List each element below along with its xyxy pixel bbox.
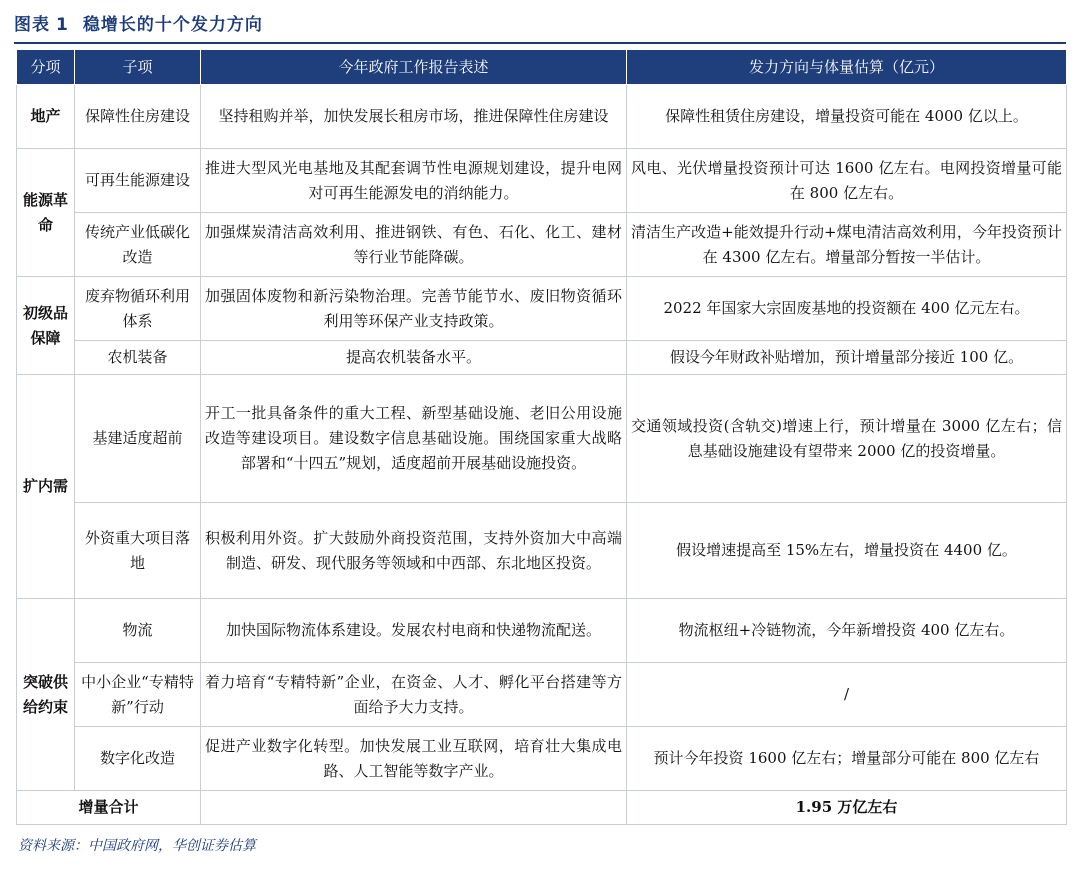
estimate-cell: / bbox=[627, 663, 1067, 727]
report-text-cell: 着力培育“专精特新”企业，在资金、人才、孵化平台搭建等方面给予大力支持。 bbox=[201, 663, 627, 727]
figure-label: 图表 bbox=[14, 15, 50, 35]
report-text-cell: 开工一批具备条件的重大工程、新型基础设施、老旧公用设施改造等建设项目。建设数字信息基础设施。围绕国家重大战略部署和“十四五”规划，适度超前开展基础设施投资。 bbox=[201, 375, 627, 503]
category-cell: 扩内需 bbox=[17, 375, 75, 599]
subitem-cell: 外资重大项目落地 bbox=[75, 503, 201, 599]
subitem-cell: 农机装备 bbox=[75, 341, 201, 375]
table-row bbox=[17, 277, 1067, 341]
table-row bbox=[17, 375, 1067, 503]
table-row bbox=[17, 149, 1067, 213]
estimate-cell: 2022 年国家大宗固废基地的投资额在 400 亿元左右。 bbox=[627, 277, 1067, 341]
data-table bbox=[16, 49, 1067, 825]
table-row bbox=[17, 341, 1067, 375]
header-category: 分项 bbox=[17, 50, 75, 85]
total-label: 增量合计 bbox=[17, 791, 201, 825]
category-cell: 能源革命 bbox=[17, 149, 75, 277]
category-cell: 地产 bbox=[17, 85, 75, 149]
subitem-cell: 传统产业低碳化改造 bbox=[75, 213, 201, 277]
category-cell: 突破供给约束 bbox=[17, 599, 75, 791]
report-text-cell: 推进大型风光电基地及其配套调节性电源规划建设，提升电网对可再生能源发电的消纳能力。 bbox=[201, 149, 627, 213]
category-cell: 初级品保障 bbox=[17, 277, 75, 375]
total-empty-cell bbox=[201, 791, 627, 825]
subitem-cell: 保障性住房建设 bbox=[75, 85, 201, 149]
title-rule bbox=[14, 42, 1066, 44]
table-row bbox=[17, 727, 1067, 791]
source-note: 资料来源：中国政府网，华创证券估算 bbox=[18, 838, 256, 854]
figure-title-text: 稳增长的十个发力方向 bbox=[82, 15, 263, 35]
figure-title bbox=[14, 10, 263, 35]
estimate-cell: 风电、光伏增量投资预计可达 1600 亿左右。电网投资增量可能在 800 亿左右。 bbox=[627, 149, 1067, 213]
subitem-cell: 可再生能源建设 bbox=[75, 149, 201, 213]
estimate-cell: 预计今年投资 1600 亿左右；增量部分可能在 800 亿左右 bbox=[627, 727, 1067, 791]
table-row bbox=[17, 599, 1067, 663]
estimate-cell: 保障性租赁住房建设，增量投资可能在 4000 亿以上。 bbox=[627, 85, 1067, 149]
report-text-cell: 积极利用外资。扩大鼓励外商投资范围，支持外资加大中高端制造、研发、现代服务等领域和中西部、东北地区投资。 bbox=[201, 503, 627, 599]
figure-number: 1 bbox=[56, 15, 69, 35]
report-text-cell: 加快国际物流体系建设。发展农村电商和快递物流配送。 bbox=[201, 599, 627, 663]
report-text-cell: 加强煤炭清洁高效利用、推进钢铁、有色、石化、化工、建材等行业节能降碳。 bbox=[201, 213, 627, 277]
estimate-cell: 假设增速提高至 15%左右，增量投资在 4400 亿。 bbox=[627, 503, 1067, 599]
table-row bbox=[17, 663, 1067, 727]
report-text-cell: 提高农机装备水平。 bbox=[201, 341, 627, 375]
report-text-cell: 坚持租购并举，加快发展长租房市场，推进保障性住房建设 bbox=[201, 85, 627, 149]
subitem-cell: 数字化改造 bbox=[75, 727, 201, 791]
estimate-cell: 假设今年财政补贴增加，预计增量部分接近 100 亿。 bbox=[627, 341, 1067, 375]
header-report-text: 今年政府工作报告表述 bbox=[201, 50, 627, 85]
subitem-cell: 物流 bbox=[75, 599, 201, 663]
table-row bbox=[17, 85, 1067, 149]
table-row bbox=[17, 503, 1067, 599]
estimate-cell: 交通领域投资(含轨交)增速上行，预计增量在 3000 亿左右；信息基础设施建设有望带来 2000 亿的投资增量。 bbox=[627, 375, 1067, 503]
subitem-cell: 废弃物循环利用体系 bbox=[75, 277, 201, 341]
report-text-cell: 促进产业数字化转型。加快发展工业互联网，培育壮大集成电路、人工智能等数字产业。 bbox=[201, 727, 627, 791]
subitem-cell: 中小企业“专精特新”行动 bbox=[75, 663, 201, 727]
header-estimate: 发力方向与体量估算（亿元） bbox=[627, 50, 1067, 85]
report-text-cell: 加强固体废物和新污染物治理。完善节能节水、废旧物资循环利用等环保产业支持政策。 bbox=[201, 277, 627, 341]
table-total-row bbox=[17, 791, 1067, 825]
table-header-row bbox=[17, 50, 1067, 85]
estimate-cell: 清洁生产改造+能效提升行动+煤电清洁高效利用，今年投资预计在 4300 亿左右。增量部分暂按一半估计。 bbox=[627, 213, 1067, 277]
header-subitem: 子项 bbox=[75, 50, 201, 85]
table-row bbox=[17, 213, 1067, 277]
total-value: 1.95 万亿左右 bbox=[627, 791, 1067, 825]
subitem-cell: 基建适度超前 bbox=[75, 375, 201, 503]
estimate-cell: 物流枢纽+冷链物流，今年新增投资 400 亿左右。 bbox=[627, 599, 1067, 663]
